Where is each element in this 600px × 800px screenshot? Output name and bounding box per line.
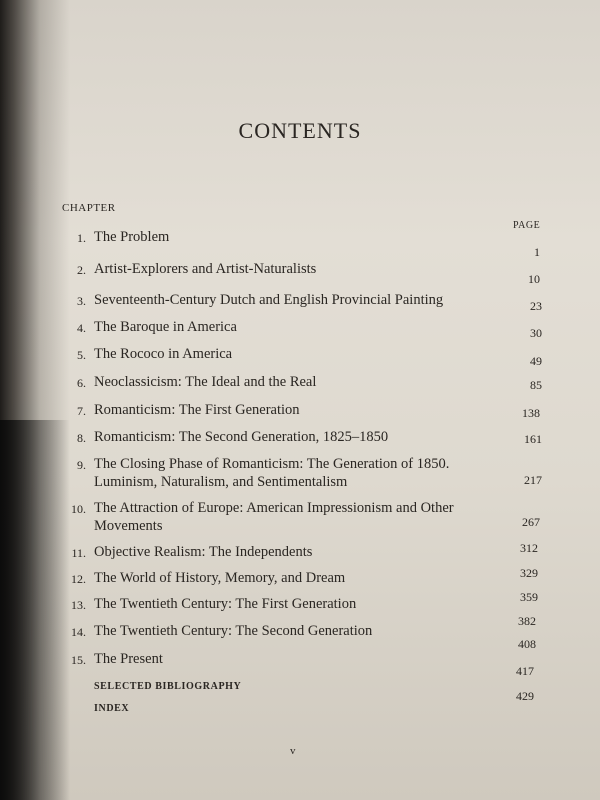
chapter-number: 15. [71, 653, 86, 667]
chapter-title: The Twentieth Century: The First Generation [94, 596, 357, 612]
chapter-number: 6. [77, 376, 86, 390]
chapter-title: Neoclassicism: The Ideal and the Real [94, 374, 317, 390]
chapter-number: 3. [77, 294, 86, 308]
page-number: 417 [516, 664, 534, 678]
chapter-title: The Present [94, 651, 163, 667]
chapter-title: Romanticism: The First Generation [94, 402, 300, 418]
page-number: 382 [518, 614, 536, 628]
chapter-title: The Twentieth Century: The Second Generation [94, 623, 373, 639]
chapter-number: 5. [77, 348, 86, 362]
chapter-number: 1. [77, 231, 86, 245]
chapter-title: The World of History, Memory, and Dream [94, 570, 346, 586]
page-number: 408 [518, 637, 536, 651]
chapter-title: The Attraction of Europe: American Impressionism and Other Movements [94, 500, 454, 534]
page-number: 329 [520, 566, 538, 580]
page-number: 10 [528, 272, 540, 286]
page-number: 23 [530, 299, 542, 313]
chapter-number: 11. [71, 546, 86, 560]
page-number: 267 [522, 515, 540, 529]
chapter-title: Seventeenth-Century Dutch and English Provincial Painting [94, 292, 444, 308]
page-number: 30 [530, 326, 542, 340]
page-title: CONTENTS [238, 118, 362, 143]
index-label: INDEX [94, 703, 130, 714]
bibliography-label: SELECTED BIBLIOGRAPHY [94, 681, 242, 692]
chapter-title: Romanticism: The Second Generation, 1825–1850 [94, 429, 389, 445]
chapter-title: The Baroque in America [94, 319, 237, 335]
chapter-title: Artist-Explorers and Artist-Naturalists [94, 261, 317, 277]
page-number: 161 [524, 432, 542, 446]
chapter-title: The Closing Phase of Romanticism: The Generation of 1850. Luminism, Naturalism, and Sentimentalism [94, 456, 450, 490]
page-shadow [0, 420, 70, 800]
page-column-label: PAGE [513, 220, 541, 231]
page-number: 429 [516, 689, 534, 703]
page-number: 49 [530, 354, 542, 368]
chapter-title: The Rococo in America [94, 346, 233, 362]
page-number: 312 [520, 541, 538, 555]
chapter-number: 13. [71, 598, 86, 612]
chapter-number: 8. [77, 431, 86, 445]
chapter-column-label: CHAPTER [62, 202, 116, 214]
chapter-number: 14. [71, 625, 86, 639]
page-number: 85 [530, 378, 542, 392]
chapter-number: 4. [77, 321, 86, 335]
folio-number: v [290, 745, 296, 757]
chapter-title: Objective Realism: The Independents [94, 544, 313, 560]
page-number: 217 [524, 473, 542, 487]
chapter-number: 2. [77, 263, 86, 277]
chapter-number: 9. [77, 458, 86, 472]
page-number: 1 [534, 245, 540, 259]
chapter-number: 12. [71, 572, 86, 586]
chapter-title: The Problem [94, 229, 170, 245]
chapter-number: 10. [71, 502, 86, 516]
page-number: 359 [520, 590, 538, 604]
page-number: 138 [522, 406, 540, 420]
chapter-number: 7. [77, 404, 86, 418]
